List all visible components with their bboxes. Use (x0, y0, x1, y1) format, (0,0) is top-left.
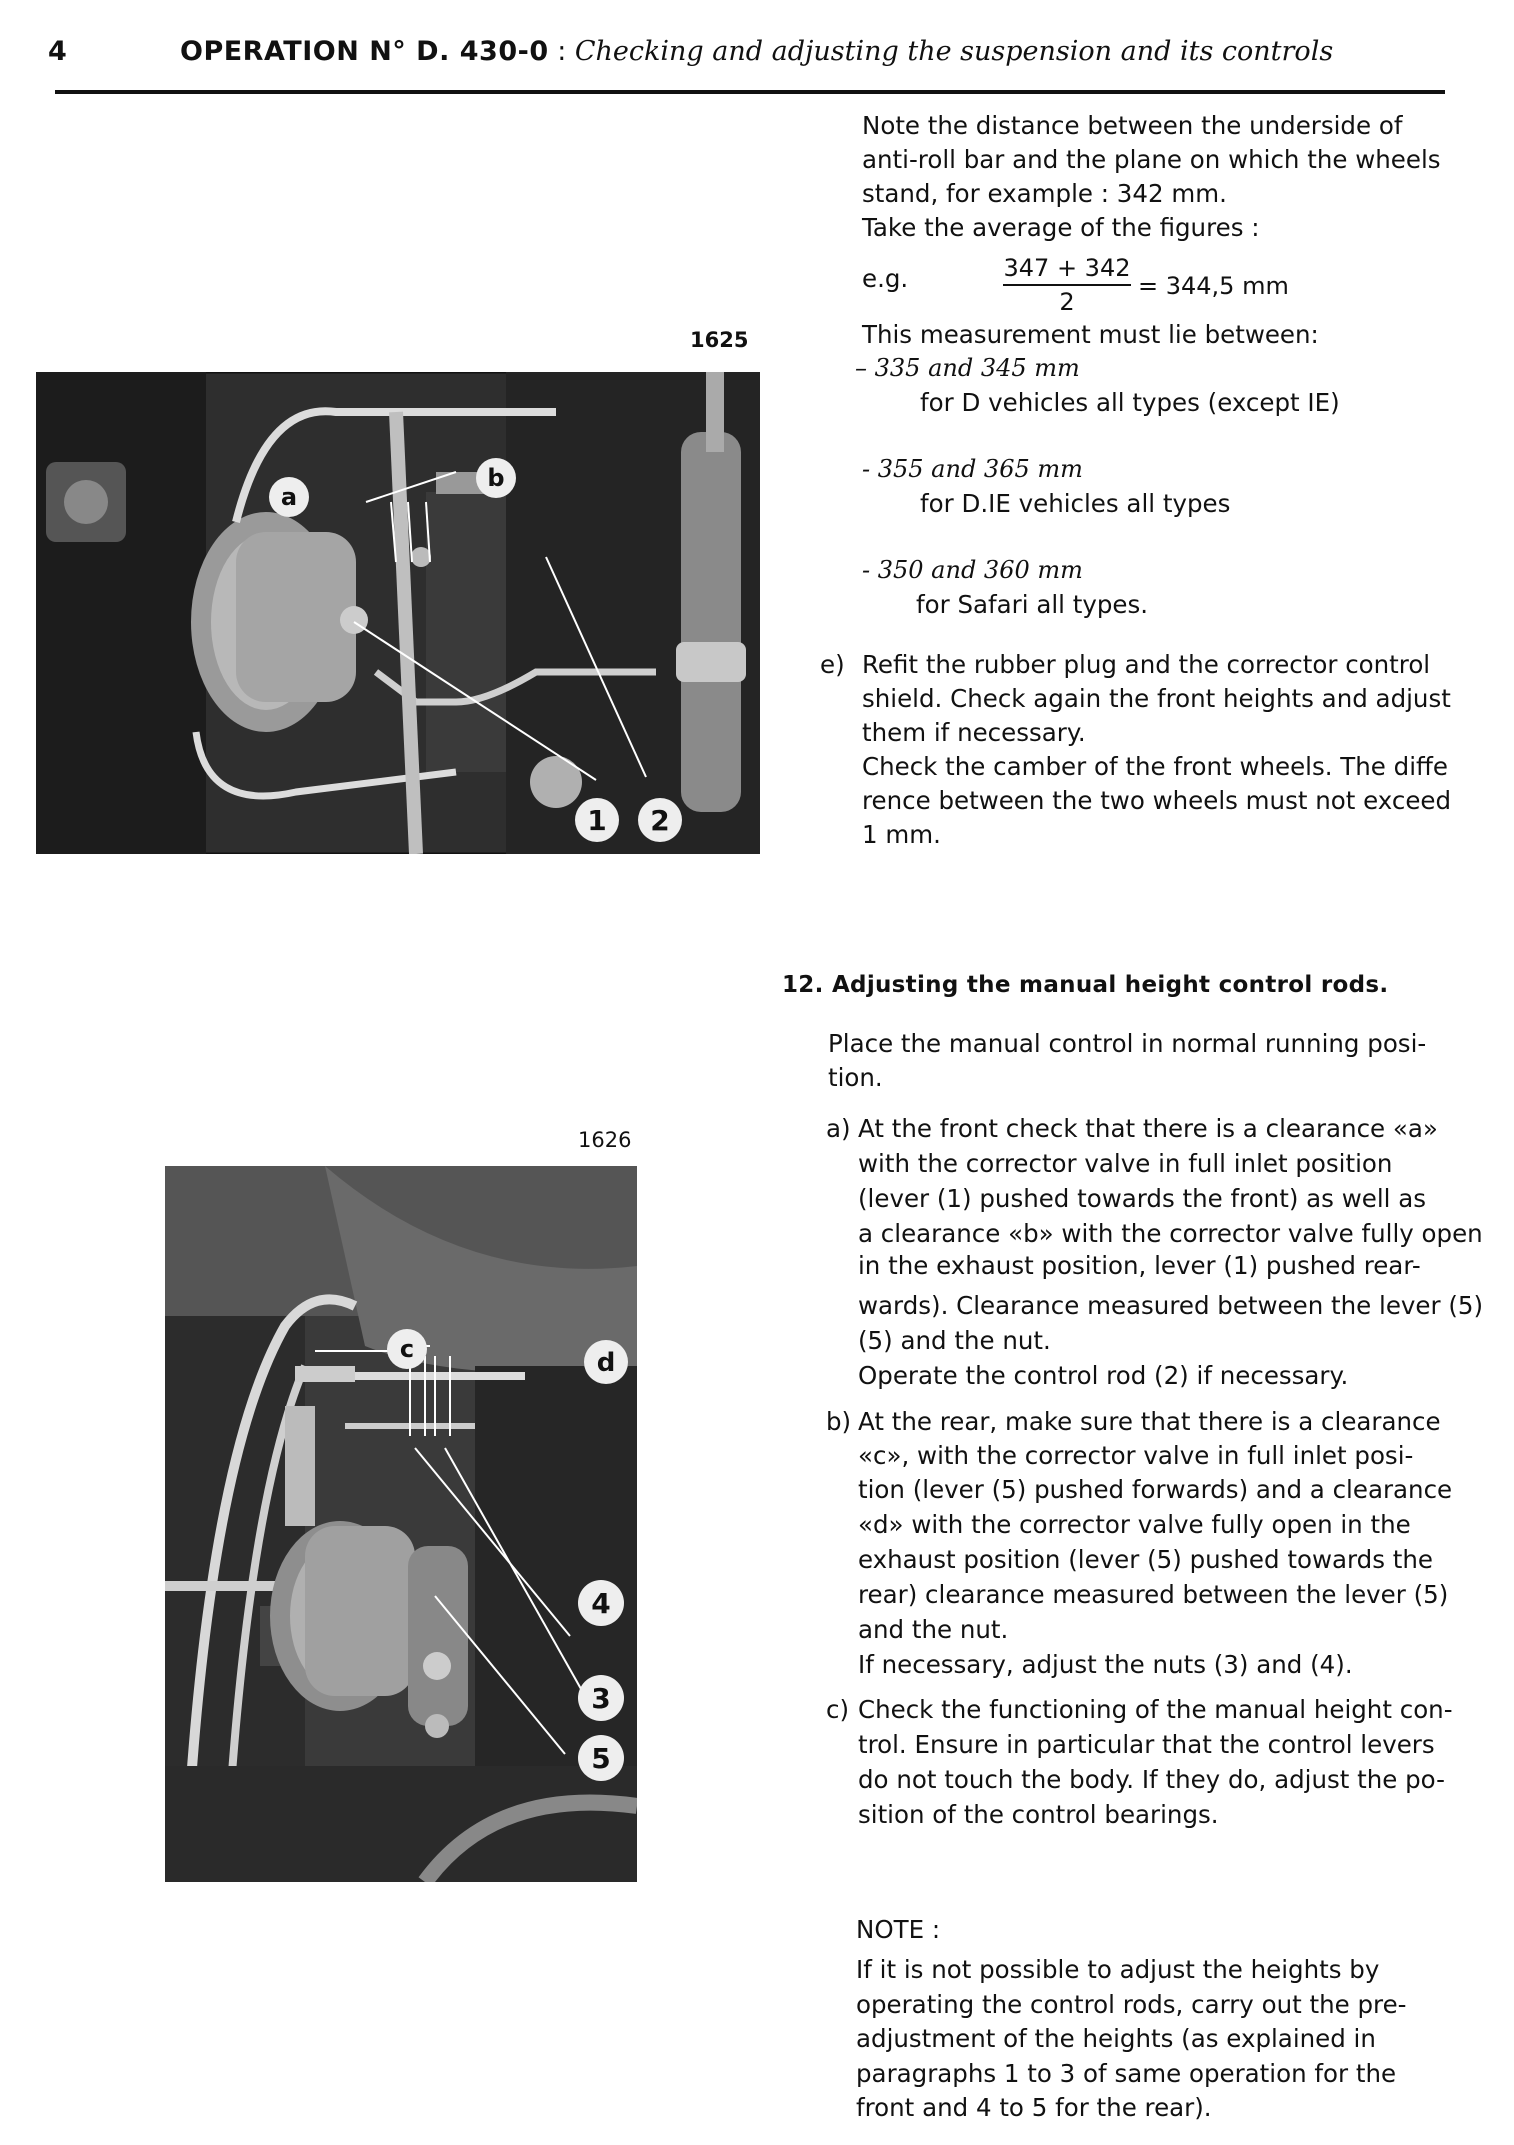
section-12-intro-1: Place the manual control in normal running posi- (828, 1029, 1427, 1058)
operation-description: Checking and adjusting the suspension and its controls (574, 36, 1334, 67)
callout-a-marker (269, 477, 309, 517)
step-c-line-2: trol. Ensure in particular that the control levers (858, 1730, 1435, 1759)
operation-number: OPERATION N° D. 430-0 (180, 36, 549, 67)
note-line-2: operating the control rods, carry out the pre- (856, 1990, 1407, 2019)
step-e-line-5: rence between the two wheels must not exceed (862, 786, 1452, 815)
step-e-line-2: shield. Check again the front heights and adjust (862, 684, 1451, 713)
step-e-line-4: Check the camber of the front wheels. The diffe (862, 752, 1448, 781)
header-separator: : (548, 36, 575, 67)
note-line-5: front and 4 to 5 for the rear). (856, 2093, 1212, 2122)
callout-5: 5 (591, 1742, 611, 1775)
step-e-line-3: them if necessary. (862, 718, 1086, 747)
callout-3-marker (578, 1675, 624, 1721)
callout-1: 1 (587, 804, 607, 837)
step-a-marker: a) (826, 1114, 851, 1143)
section-12-heading: 12. Adjusting the manual height control rods. (782, 972, 1389, 998)
step-a-line-6: wards). Clearance measured between the lever (5) (858, 1291, 1484, 1320)
page-header (180, 36, 1333, 67)
figure-1626-label: 1626 (578, 1128, 632, 1152)
step-b-line-7: and the nut. (858, 1615, 1009, 1644)
step-a-line-8: Operate the control rod (2) if necessary. (858, 1361, 1349, 1390)
note-line-1: If it is not possible to adjust the heights by (856, 1955, 1380, 1984)
formula-denominator: 2 (1059, 288, 1075, 316)
callout-5-marker (578, 1735, 624, 1781)
eg-label: e.g. (862, 264, 909, 293)
header-rule (55, 90, 1445, 94)
range-intro: This measurement must lie between: (862, 320, 1319, 349)
callout-b-marker (476, 458, 516, 498)
callout-2: 2 (650, 804, 670, 837)
step-a-line-3: (lever (1) pushed towards the front) as well as (858, 1184, 1427, 1213)
formula-result: = 344,5 mm (1138, 272, 1289, 300)
figure-1626-photo (165, 1166, 637, 1882)
range-1-applies: for D vehicles all types (except IE) (920, 388, 1340, 417)
page-number: 4 (48, 36, 67, 67)
step-a-line-5: in the exhaust position, lever (1) pushed rear- (858, 1251, 1421, 1280)
callout-4: 4 (591, 1587, 611, 1620)
step-a-line-4: a clearance «b» with the corrector valve fully open (858, 1219, 1483, 1248)
range-3: - 350 and 360 mm (862, 556, 1083, 584)
step-a-line-7: (5) and the nut. (858, 1326, 1051, 1355)
intro-line-3: stand, for example : 342 mm. (862, 179, 1227, 208)
callout-c-marker (387, 1329, 427, 1369)
step-b-line-1: At the rear, make sure that there is a clearance (858, 1407, 1441, 1436)
note-line-4: paragraphs 1 to 3 of same operation for the (856, 2059, 1397, 2088)
step-b-line-3: tion (lever (5) pushed forwards) and a clearance (858, 1475, 1453, 1504)
note-line-3: adjustment of the heights (as explained in (856, 2024, 1376, 2053)
step-c-line-3: do not touch the body. If they do, adjust the po- (858, 1765, 1445, 1794)
step-e-line-6: 1 mm. (862, 820, 941, 849)
step-b-line-8: If necessary, adjust the nuts (3) and (4). (858, 1650, 1353, 1679)
intro-line-4: Take the average of the figures : (862, 213, 1260, 242)
step-c-marker: c) (826, 1695, 850, 1724)
callout-c: c (399, 1335, 415, 1363)
step-b-line-5: exhaust position (lever (5) pushed towards the (858, 1545, 1433, 1574)
callout-1-marker (575, 798, 619, 842)
range-2: - 355 and 365 mm (862, 455, 1083, 483)
range-3-applies: for Safari all types. (916, 590, 1149, 619)
callout-b: b (487, 464, 505, 492)
range-1: – 335 and 345 mm (855, 354, 1080, 382)
step-c-line-4: sition of the control bearings. (858, 1800, 1219, 1829)
step-c-line-1: Check the functioning of the manual height con- (858, 1695, 1453, 1724)
step-b-line-2: «c», with the corrector valve in full inlet posi- (858, 1441, 1414, 1470)
callout-4-marker (578, 1580, 624, 1626)
step-b-marker: b) (826, 1407, 852, 1436)
note-title: NOTE : (856, 1915, 941, 1944)
step-b-line-4: «d» with the corrector valve fully open in the (858, 1510, 1411, 1539)
intro-line-2: anti-roll bar and the plane on which the wheels (862, 145, 1441, 174)
callout-2-marker (638, 798, 682, 842)
step-a-line-2: with the corrector valve in full inlet position (858, 1149, 1393, 1178)
step-a-line-1: At the front check that there is a clearance «a» (858, 1114, 1438, 1143)
callout-d: d (596, 1348, 616, 1378)
range-2-applies: for D.IE vehicles all types (920, 489, 1231, 518)
step-e-marker: e) (820, 650, 845, 679)
step-b-line-6: rear) clearance measured between the lever (5) (858, 1580, 1449, 1609)
callout-3: 3 (591, 1682, 611, 1715)
figure-1625-photo (36, 372, 760, 854)
step-e-line-1: Refit the rubber plug and the corrector control (862, 650, 1431, 679)
intro-line-1: Note the distance between the underside of (862, 111, 1403, 140)
figure-1625-label: 1625 (690, 328, 749, 352)
formula-numerator: 347 + 342 (1003, 252, 1131, 286)
section-12-intro-2: tion. (828, 1063, 883, 1092)
callout-a: a (280, 483, 298, 511)
callout-d-marker (584, 1340, 628, 1384)
